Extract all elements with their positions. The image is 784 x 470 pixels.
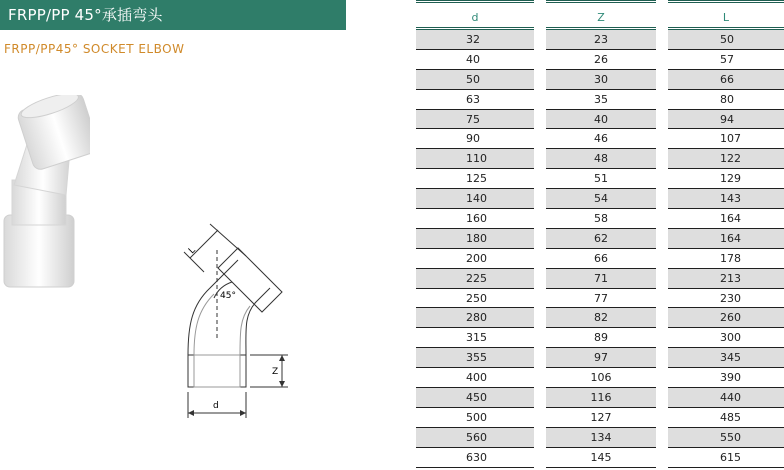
- table-cell: 46: [546, 129, 656, 149]
- table-cell: 58: [546, 209, 656, 229]
- table-cell: 630: [416, 448, 534, 468]
- table-cell: 63: [416, 90, 534, 110]
- table-cell: 300: [668, 328, 784, 348]
- table-cell: 345: [668, 348, 784, 368]
- label-Z: Z: [272, 367, 279, 377]
- table-cell: 23: [546, 30, 656, 50]
- column-l: [668, 0, 784, 468]
- table-cell: 225: [416, 269, 534, 289]
- table-cell: 110: [416, 149, 534, 169]
- table-cell: 54: [546, 189, 656, 209]
- table-cell: 35: [546, 90, 656, 110]
- table-cell: 355: [416, 348, 534, 368]
- table-cell: 40: [416, 50, 534, 70]
- table-cell: 200: [416, 249, 534, 269]
- table-cell: 230: [668, 289, 784, 309]
- column-header-l: L: [668, 0, 784, 30]
- elbow-technical-drawing: [170, 220, 320, 425]
- table-cell: 77: [546, 289, 656, 309]
- dimension-table: [416, 0, 784, 470]
- page-subtitle: FRPP/PP45° SOCKET ELBOW: [4, 42, 185, 56]
- table-cell: 82: [546, 308, 656, 328]
- table-cell: 66: [668, 70, 784, 90]
- table-cell: 180: [416, 229, 534, 249]
- table-cell: 122: [668, 149, 784, 169]
- label-L: L: [187, 245, 198, 257]
- table-cell: 50: [416, 70, 534, 90]
- table-cell: 30: [546, 70, 656, 90]
- table-cell: 390: [668, 368, 784, 388]
- table-cell: 400: [416, 368, 534, 388]
- table-cell: 145: [546, 448, 656, 468]
- table-cell: 140: [416, 189, 534, 209]
- table-cell: 550: [668, 428, 784, 448]
- table-cell: 26: [546, 50, 656, 70]
- table-cell: 213: [668, 269, 784, 289]
- table-cell: 164: [668, 229, 784, 249]
- column-z: [546, 0, 656, 468]
- table-cell: 280: [416, 308, 534, 328]
- table-cell: 260: [668, 308, 784, 328]
- table-cell: 560: [416, 428, 534, 448]
- table-cell: 500: [416, 408, 534, 428]
- table-cell: 178: [668, 249, 784, 269]
- table-cell: 90: [416, 129, 534, 149]
- table-cell: 94: [668, 110, 784, 130]
- table-cell: 129: [668, 169, 784, 189]
- table-cell: 164: [668, 209, 784, 229]
- table-cell: 160: [416, 209, 534, 229]
- table-cell: 485: [668, 408, 784, 428]
- column-header-z: Z: [546, 0, 656, 30]
- column-header-d: d: [416, 0, 534, 30]
- table-cell: 40: [546, 110, 656, 130]
- table-cell: 615: [668, 448, 784, 468]
- table-cell: 315: [416, 328, 534, 348]
- table-cell: 62: [546, 229, 656, 249]
- table-cell: 48: [546, 149, 656, 169]
- table-cell: 440: [668, 388, 784, 408]
- table-cell: 80: [668, 90, 784, 110]
- table-cell: 127: [546, 408, 656, 428]
- table-cell: 89: [546, 328, 656, 348]
- label-d: d: [213, 401, 219, 411]
- table-cell: 71: [546, 269, 656, 289]
- table-cell: 125: [416, 169, 534, 189]
- page-title: FRPP/PP 45°承插弯头: [0, 0, 346, 30]
- table-cell: 106: [546, 368, 656, 388]
- table-cell: 97: [546, 348, 656, 368]
- table-cell: 134: [546, 428, 656, 448]
- table-cell: 75: [416, 110, 534, 130]
- table-cell: 66: [546, 249, 656, 269]
- table-cell: 107: [668, 129, 784, 149]
- table-cell: 116: [546, 388, 656, 408]
- table-cell: 450: [416, 388, 534, 408]
- table-cell: 50: [668, 30, 784, 50]
- elbow-photo: [0, 95, 90, 290]
- table-cell: 250: [416, 289, 534, 309]
- label-angle: 45°: [220, 291, 236, 301]
- table-cell: 51: [546, 169, 656, 189]
- column-d: [416, 0, 534, 468]
- table-cell: 57: [668, 50, 784, 70]
- table-cell: 32: [416, 30, 534, 50]
- table-cell: 143: [668, 189, 784, 209]
